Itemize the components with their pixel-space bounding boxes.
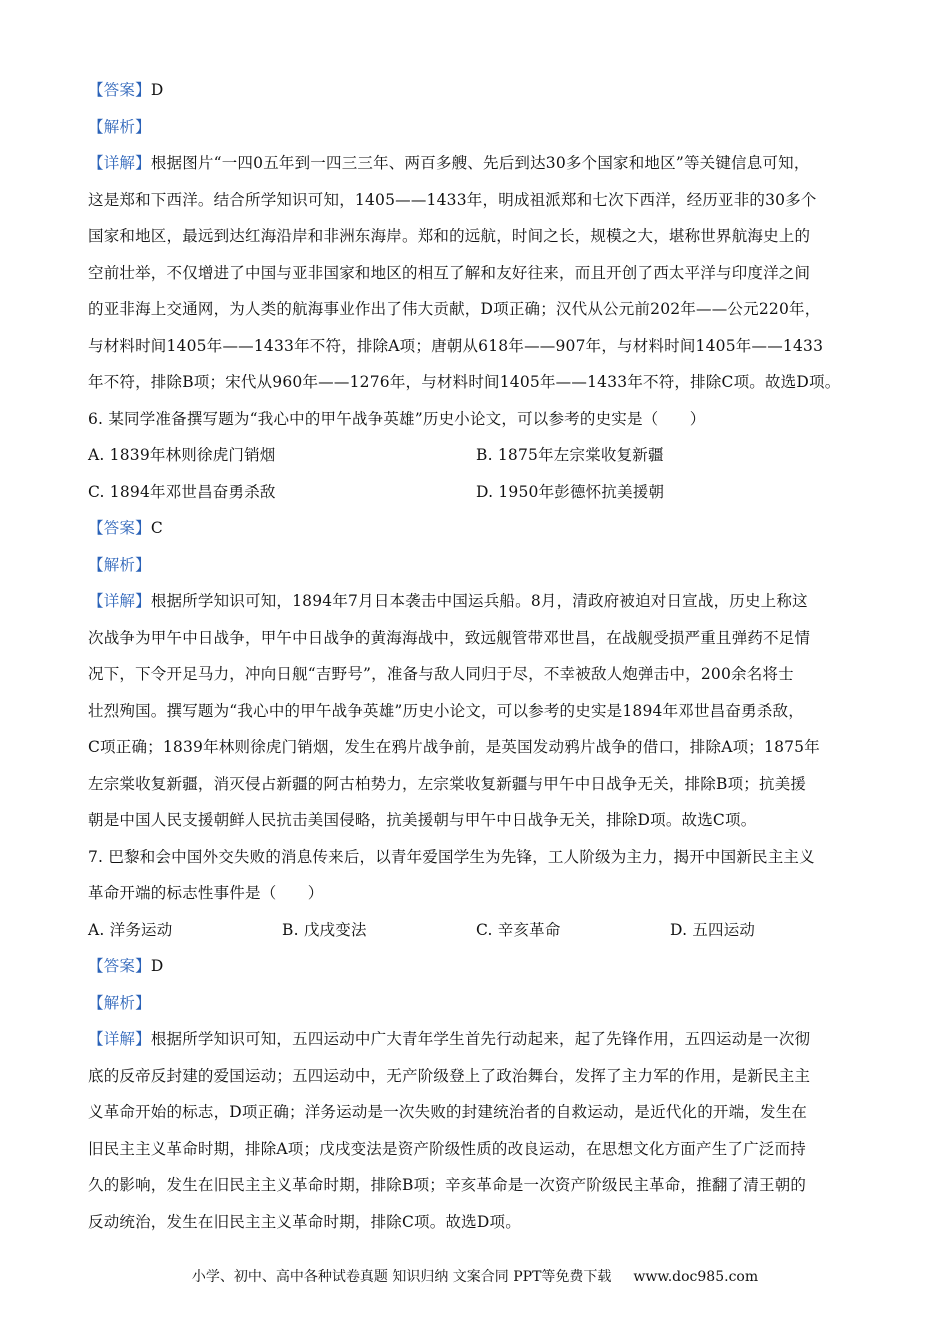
q6-option-c: C. 1894年邓世昌奋勇杀敌 (88, 482, 276, 501)
q5-analysis-tag: 【解析】 (88, 117, 151, 136)
q6-answer-value: C (150, 519, 163, 537)
page-content (88, 72, 888, 1240)
q5-detail-text: 根据图片“一四0五年到一四三三年、两百多艘、先后到达30多个国家和地区”等关键信息可知， (150, 154, 810, 172)
q7-option-d: D. 五四运动 (670, 920, 756, 939)
q7-options-row (88, 912, 888, 949)
q5-detail-line: 的亚非海上交通网，为人类的航海事业作出了伟大贡献，D项正确；汉代从公元前202年——公元220年， (88, 300, 821, 318)
q7-answer-line (88, 948, 888, 985)
q5-answer-value: D (150, 81, 164, 99)
q7-stem: 7. 巴黎和会中国外交失败的消息传来后，以青年爱国学生为先锋，工人阶级为主力，揭开中国新民主主义 (88, 847, 815, 866)
q6-detail-line: 况下，下令开足马力，冲向日舰“吉野号”，准备与敌人同归于尽，不幸被敌人炮弹击中，200余名将士 (88, 665, 794, 683)
q7-detail-line: 久的影响，发生在旧民主主义革命时期，排除B项；辛亥革命是一次资产阶级民主革命，推翻了清王朝的 (88, 1176, 807, 1194)
page-footer (0, 1266, 950, 1286)
q6-detail-text: 根据所学知识可知，1894年7月日本袭击中国运兵船。8月，清政府被迫对日宣战，历史上称这 (150, 592, 808, 610)
q6-detail-line: 朝是中国人民支援朝鲜人民抗击美国侵略，抗美援朝与甲午中日战争无关，排除D项。故选C项。 (88, 811, 757, 829)
q5-detail-line: 与材料时间1405年——1433年不符，排除A项；唐朝从618年——907年，与材料时间1405年——1433 (88, 336, 824, 355)
q7-stem: 革命开端的标志性事件是（ ） (88, 884, 324, 902)
q6-option-a: A. 1839年林则徐虎门销烟 (88, 446, 276, 464)
q7-option-c: C. 辛亥革命 (476, 920, 561, 939)
q6-detail-line: C项正确；1839年林则徐虎门销烟，发生在鸦片战争前，是英国发动鸦片战争的借口，排除A项；1875年 (88, 738, 820, 756)
q6-options-row-1 (88, 437, 888, 474)
q6-answer-line (88, 510, 888, 547)
q5-detail-line: 空前壮举，不仅增进了中国与亚非国家和地区的相互了解和友好往来，而且开创了西太平洋与印度洋之间 (88, 263, 811, 282)
q5-detail-tag: 【详解】 (88, 154, 151, 172)
q5-detail-line (88, 145, 888, 182)
q7-detail-line: 反动统治，发生在旧民主主义革命时期，排除C项。故选D项。 (88, 1212, 521, 1231)
footer-url[interactable]: www.doc985.com (633, 1269, 759, 1285)
q7-option-a: A. 洋务运动 (88, 920, 173, 939)
q7-detail-line (88, 1021, 888, 1058)
q6-analysis-tag: 【解析】 (88, 555, 151, 574)
q5-answer-line (88, 72, 888, 109)
q5-detail-line: 年不符，排除B项；宋代从960年——1276年，与材料时间1405年——1433年不符，排除C项。故选D项。 (88, 373, 841, 391)
q5-analysis-line (88, 109, 888, 146)
q6-detail-tag: 【详解】 (88, 592, 151, 610)
q7-detail-text: 根据所学知识可知，五四运动中广大青年学生首先行动起来，起了先锋作用，五四运动是一次彻 (150, 1030, 811, 1048)
q6-option-b: B. 1875年左宗棠收复新疆 (476, 446, 664, 464)
q7-detail-line: 旧民主主义革命时期，排除A项；戊戌变法是资产阶级性质的改良运动，在思想文化方面产生了广泛而持 (88, 1139, 806, 1158)
q6-detail-line: 次战争为甲午中日战争，甲午中日战争的黄海海战中，致远舰管带邓世昌，在战舰受损严重且弹药不足情 (88, 628, 811, 647)
q7-detail-line: 义革命开始的标志，D项正确；洋务运动是一次失败的封建统治者的自救运动，是近代化的开端，发生在 (88, 1103, 808, 1121)
q7-answer-value: D (150, 957, 164, 975)
q7-analysis-tag: 【解析】 (88, 993, 151, 1012)
q6-detail-line: 壮烈殉国。撰写题为“我心中的甲午战争英雄”历史小论文，可以参考的史实是1894年邓世昌奋勇杀敌， (88, 701, 804, 720)
q5-detail-line: 国家和地区，最远到达红海沿岸和非洲东海岸。郑和的远航，时间之长，规模之大，堪称世界航海史上的 (88, 227, 811, 245)
q7-option-b: B. 戊戌变法 (282, 920, 367, 939)
q6-detail-line: 左宗棠收复新疆，消灭侵占新疆的阿古柏势力，左宗棠收复新疆与甲午中日战争无关，排除B项；抗美援 (88, 774, 807, 793)
q7-answer-tag: 【答案】 (88, 957, 151, 975)
q7-detail-tag: 【详解】 (88, 1030, 151, 1048)
q6-option-d: D. 1950年彭德怀抗美援朝 (476, 482, 665, 501)
q6-answer-tag: 【答案】 (88, 519, 151, 537)
q7-detail-line: 底的反帝反封建的爱国运动；五四运动中，无产阶级登上了政治舞台，发挥了主力军的作用，是新民主主 (88, 1066, 811, 1085)
q6-stem: 6. 某同学准备撰写题为“我心中的甲午战争英雄”历史小论文，可以参考的史实是（ ） (88, 409, 706, 428)
footer-text: 小学、初中、高中各种试卷真题 知识归纳 文案合同 PPT等免费下载 (191, 1269, 612, 1285)
q5-detail-line: 这是郑和下西洋。结合所学知识可知，1405——1433年，明成祖派郑和七次下西洋，经历亚非的30多个 (88, 190, 817, 209)
q5-answer-tag: 【答案】 (88, 81, 151, 99)
q6-analysis-line (88, 547, 888, 584)
q6-detail-line (88, 583, 888, 620)
q6-options-row-2 (88, 474, 888, 511)
q7-analysis-line (88, 985, 888, 1022)
